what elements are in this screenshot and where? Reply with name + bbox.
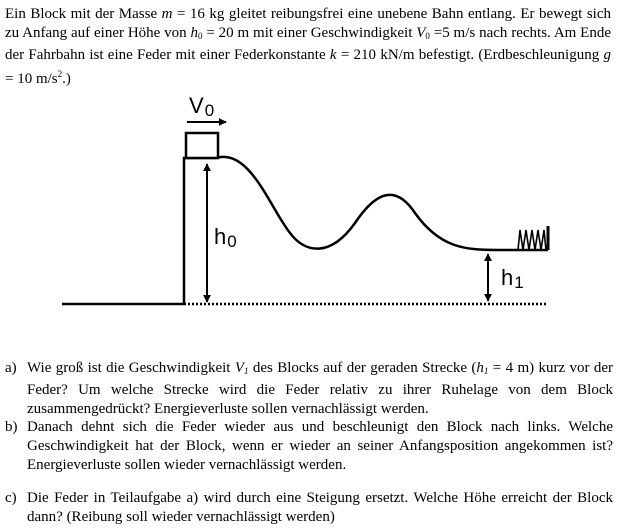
question-letter: a) [5,360,17,376]
question-b [5,418,613,475]
height-subscript: 0 [198,31,203,41]
block [186,133,218,158]
intro-text: .) [62,71,71,87]
intro-text: = 210 kN/m befestigt. (Erdbeschleunigung [336,47,604,63]
track-path [184,157,548,304]
intro-text: = 10 m/s [5,71,58,87]
intro-text: =5 m/s nach rechts. Am Ende der Fahrbahn ist eine Feder mit einer Federkonstante [5,25,611,63]
h1-label: h1 [501,265,524,292]
velocity-subscript: 0 [425,31,430,41]
h0-label: h0 [214,224,237,251]
height-symbol: h [476,360,484,376]
spring-constant-symbol: k [329,47,337,63]
velocity-symbol: V [234,360,244,376]
intro-text: = 20 m mit einer Geschwindigkeit [202,25,417,41]
height-symbol: h [190,25,199,41]
question-text: Wie groß ist die Geschwindigkeit $V_1$ des Blocks auf der geraden Strecke ($h_1 = 4$ m) kurz vor der Feder? Um welche Strecke wird die Feder relativ zu ihrer Ruhelage von dem Block zusammengedrückt? Energieverluste sollen vernachlässigt werden. [27,360,613,417]
question-c [5,489,613,527]
mass-symbol: m [161,6,173,22]
height-subscript: 1 [483,366,489,376]
gravity-symbol: g [603,47,611,63]
velocity-subscript: 1 [243,366,249,376]
question-letter: b) [5,419,18,435]
problem-intro [5,5,611,89]
intro-text: = 16 kg gleitet reibungsfrei eine unebene Bahn entlang. Er bewegt sich zu Anfang auf einer Höhe von [5,6,611,41]
intro-text: Ein Block mit der Masse [5,6,162,22]
velocity-symbol: V [416,25,426,41]
gravity-exponent: 2 [57,69,63,79]
v0-label: V0 [189,93,215,120]
question-text: Danach dehnt sich die Feder wieder aus und beschleunigt den Block nach links. Welche Geschwindigkeit hat der Block, wenn er wieder an seiner Anfangsposition angekommen ist? Energieverluste sollen wieder vernachlässigt werden. [27,419,613,473]
spring [518,230,546,250]
question-letter: c) [5,490,17,506]
question-a [5,359,613,419]
question-text: Die Feder in Teilaufgabe a) wird durch eine Steigung ersetzt. Welche Höhe erreicht der Block dann? (Reibung soll wieder vernachlässigt werden) [27,490,613,525]
track-diagram [0,88,620,320]
